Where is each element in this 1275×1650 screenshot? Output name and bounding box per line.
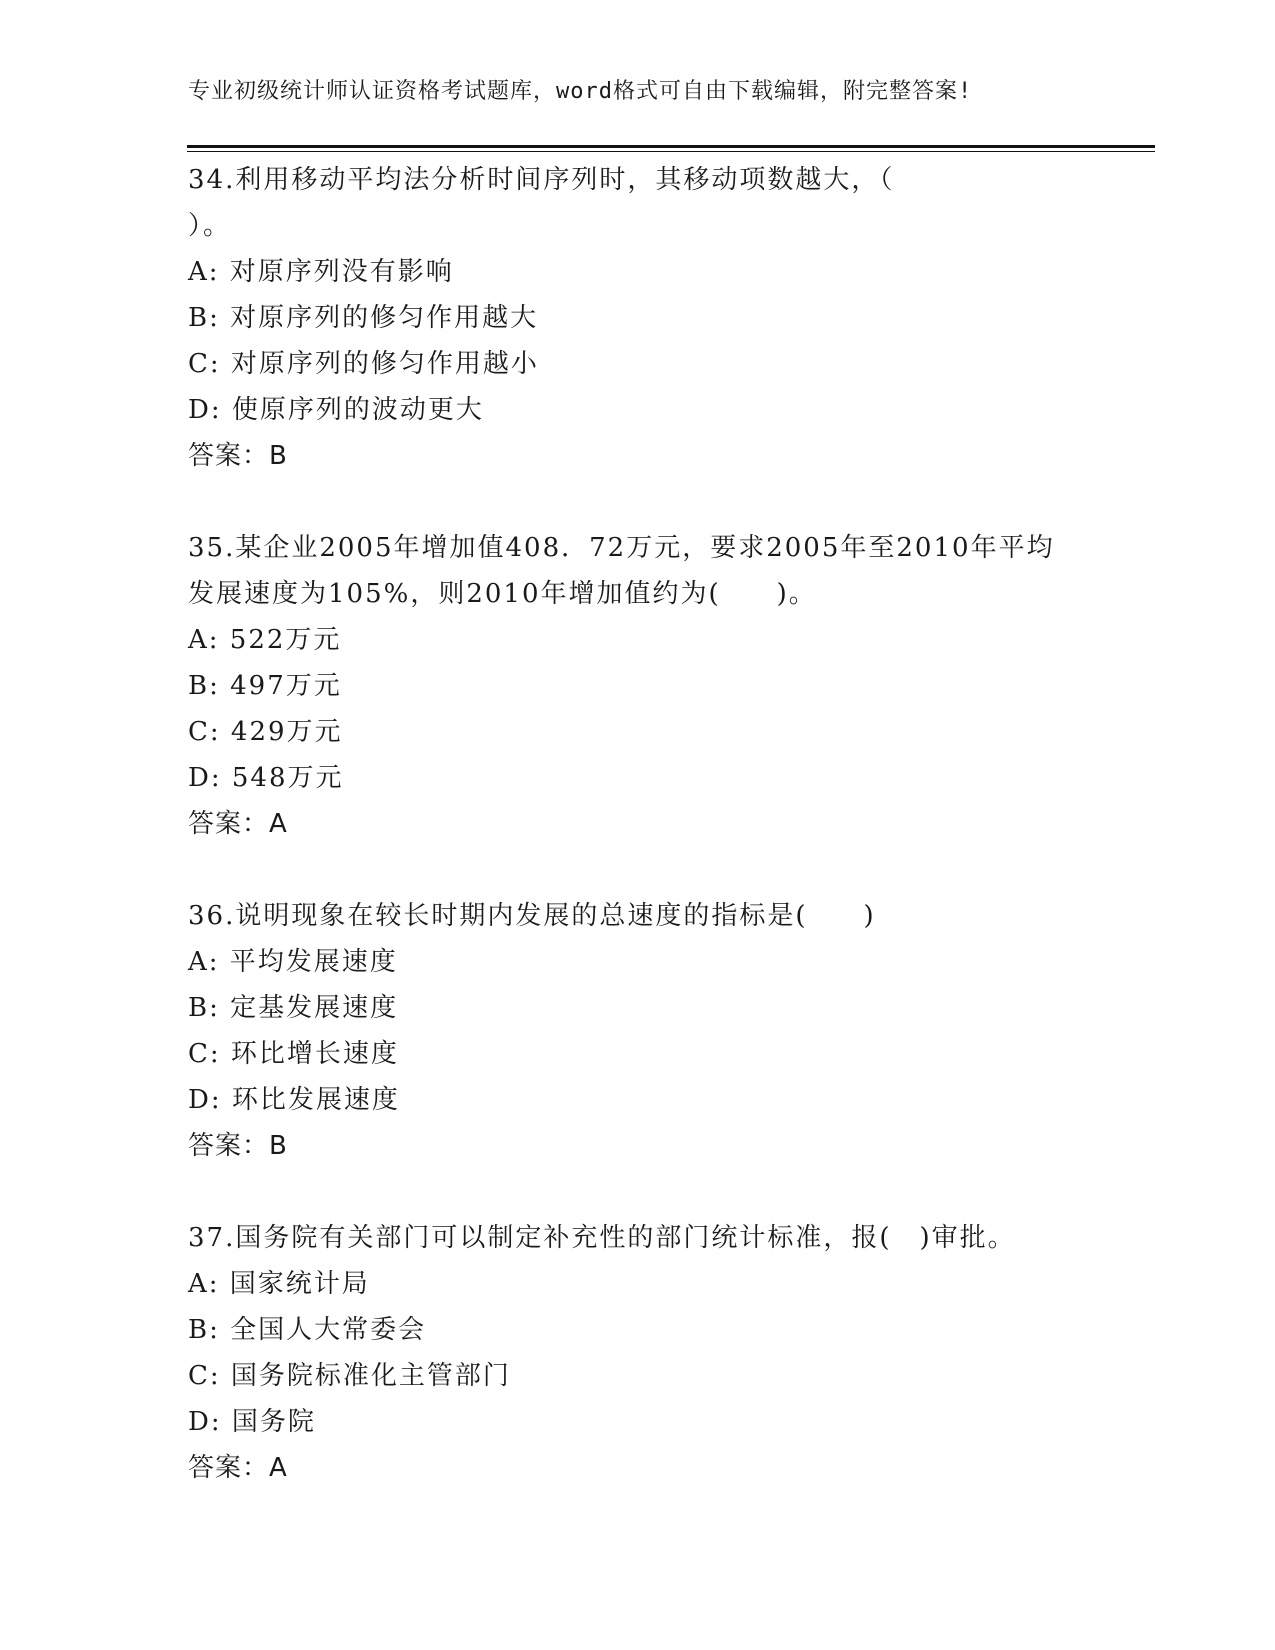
question-stem: 37.国务院有关部门可以制定补充性的部门统计标准，报( )审批。 (188, 1223, 1016, 1253)
option-c: C: 对原序列的修匀作用越小 (188, 349, 539, 379)
answer-line: 答案：A (188, 809, 288, 839)
option-c: C: 环比增长速度 (188, 1039, 399, 1069)
question-36 (188, 893, 1068, 1169)
option-d: D: 国务院 (188, 1407, 316, 1437)
answer-line: 答案：B (188, 441, 288, 471)
option-b: B: 定基发展速度 (188, 993, 399, 1023)
question-stem: 34.利用移动平均法分析时间序列时，其移动项数越大，（ ）。 (188, 165, 895, 241)
option-a: A: 国家统计局 (188, 1269, 370, 1299)
question-37 (188, 1215, 1068, 1491)
header-rule-thick (187, 145, 1155, 148)
option-d: D: 环比发展速度 (188, 1085, 400, 1115)
option-c: C: 429万元 (188, 717, 343, 747)
answer-line: 答案：A (188, 1453, 288, 1483)
question-34 (188, 157, 1068, 479)
question-35 (188, 525, 1068, 847)
answer-line: 答案：B (188, 1131, 288, 1161)
header-note: 专业初级统计师认证资格考试题库，word格式可自由下载编辑，附完整答案! (188, 79, 973, 104)
question-stem: 36.说明现象在较长时期内发展的总速度的指标是( ) (188, 901, 876, 931)
option-d: D: 使原序列的波动更大 (188, 395, 484, 425)
option-a: A: 对原序列没有影响 (188, 257, 454, 287)
question-stem: 35.某企业2005年增加值408．72万元，要求2005年至2010年平均 发展速度为105%，则2010年增加值约为( )。 (188, 533, 1055, 609)
header-rule-thin (187, 151, 1155, 152)
question-list (188, 157, 1068, 1537)
option-b: B: 497万元 (188, 671, 342, 701)
option-a: A: 522万元 (188, 625, 342, 655)
option-b: B: 全国人大常委会 (188, 1315, 427, 1345)
option-d: D: 548万元 (188, 763, 344, 793)
option-c: C: 国务院标准化主管部门 (188, 1361, 511, 1391)
option-a: A: 平均发展速度 (188, 947, 398, 977)
option-b: B: 对原序列的修匀作用越大 (188, 303, 539, 333)
